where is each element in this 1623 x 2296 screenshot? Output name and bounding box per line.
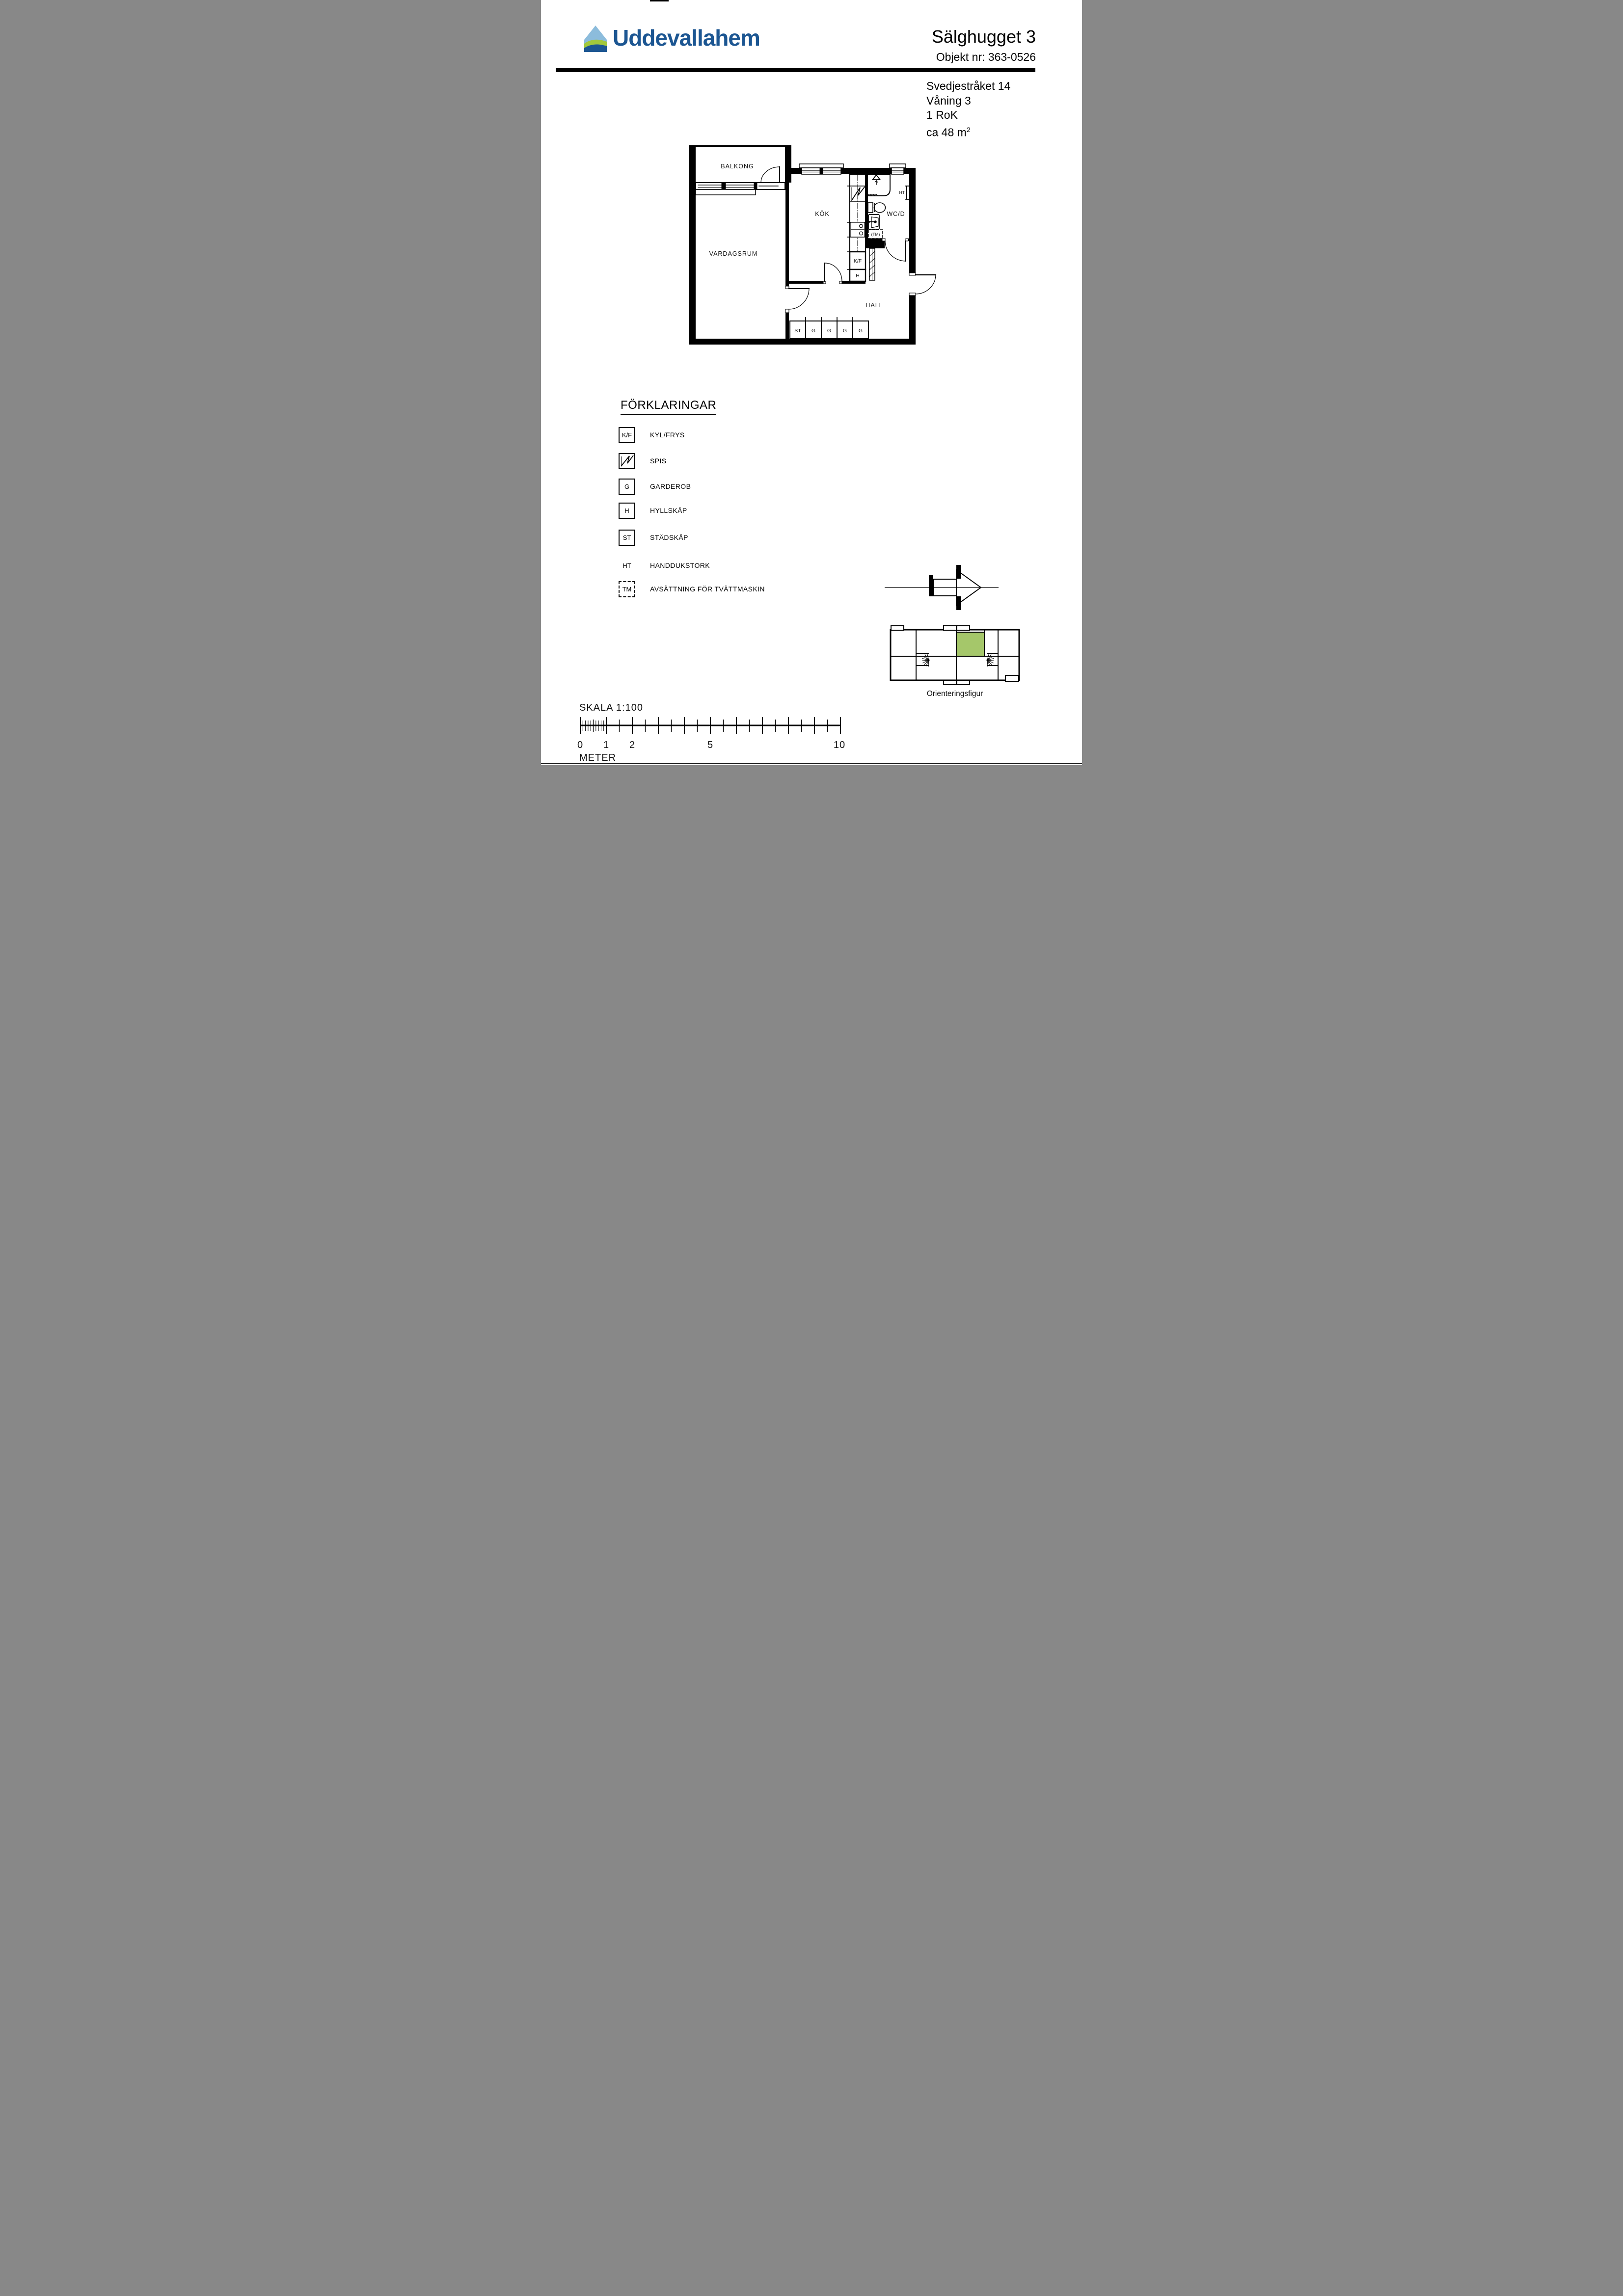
livingroom-door xyxy=(785,286,809,313)
wardrobe-g-label: G xyxy=(842,328,847,334)
kitchen-door xyxy=(823,263,842,284)
balcony-window-band xyxy=(696,183,785,195)
legend-heading: FÖRKLARINGAR xyxy=(621,399,716,415)
orientation-caption: Orienteringsfigur xyxy=(926,690,983,698)
north-arrow-icon xyxy=(885,565,999,610)
st-box-icon: ST xyxy=(619,530,635,546)
kitchen-counter xyxy=(847,174,866,281)
stair-icon xyxy=(922,654,930,667)
stair-icon xyxy=(986,654,994,667)
highlighted-apartment xyxy=(956,632,984,656)
coat-rack-icon xyxy=(869,248,875,280)
building-outline xyxy=(891,626,1019,685)
scale-number: 2 xyxy=(629,740,636,750)
page-bottom-rule xyxy=(541,763,1082,764)
vardagsrum-label: VARDAGSRUM xyxy=(709,250,758,257)
balcony-door xyxy=(761,167,780,183)
kf-label: K/F xyxy=(853,258,862,264)
ht-symbol: HT xyxy=(622,562,631,569)
floor-line: Våning 3 xyxy=(926,94,971,107)
kf-box-icon: K/F xyxy=(619,427,635,443)
h-box-icon: H xyxy=(619,503,635,519)
interior-walls xyxy=(785,168,909,339)
sink-unit-icon xyxy=(851,222,865,237)
wardrobe-g-label: G xyxy=(811,328,816,334)
balkong-label: BALKONG xyxy=(721,163,754,170)
scale-number: 0 xyxy=(577,740,584,750)
scale-number: 5 xyxy=(707,740,714,750)
object-number: Objekt nr: 363-0526 xyxy=(936,50,1036,63)
wc-door xyxy=(882,239,908,261)
area-line: ca 48 $m^2$ xyxy=(926,125,971,139)
address-line: Svedjestråket 14 xyxy=(926,80,1011,92)
scale-bar xyxy=(577,702,845,763)
ht-label: HT xyxy=(899,190,905,195)
floorplan-drawing xyxy=(541,0,1082,765)
wcd-label: WC/D xyxy=(887,211,905,217)
scale-unit: METER xyxy=(579,752,616,763)
scale-title: SKALA 1:100 xyxy=(579,702,643,713)
kok-label: KÖK xyxy=(815,211,830,217)
wc-fixtures xyxy=(868,175,911,239)
washbasin-icon xyxy=(868,214,879,229)
apartment-plan xyxy=(689,145,936,345)
rooms-line: 1 RoK xyxy=(926,108,958,121)
scale-number: 10 xyxy=(833,740,846,750)
wardrobe-st-label: ST xyxy=(794,328,801,334)
kitchen-window xyxy=(799,164,843,174)
scale-number: 1 xyxy=(603,740,610,750)
wc-window xyxy=(890,164,906,174)
tm-label: (TM) xyxy=(871,232,880,237)
towel-rail-icon xyxy=(906,186,911,199)
h-label: H xyxy=(856,273,860,279)
entrance-door xyxy=(909,273,936,295)
wardrobe-g-label: G xyxy=(827,328,832,334)
orientation-figure xyxy=(885,565,1019,698)
tm-box-icon: TM xyxy=(619,581,635,597)
brand-name: Uddevallahem xyxy=(613,25,760,51)
g-box-icon: G xyxy=(619,479,635,495)
floorplan-document-page: Uddevallahem Sälghugget 3 Objekt nr: 363-0526 Svedjestråket 14 Våning 3 1 RoK ca 48 $m^2$ BALKONG VARDAGSRUM KÖK WC/D HALL K/F H HT (TM) ST G G G G Orienteringsfigur SKALA 1:100 0 1 2 5 10 METER FÖRKLARINGAR K/F KYL/FRYS SPIS G GARDEROB H HYLLSKÅP ST STÄDSKÅP HT HANDDUKSTORK TM AVSÄTTNING FÖR TVÄTTMASKIN xyxy=(541,0,1082,765)
wardrobe-g-label: G xyxy=(858,328,863,334)
hall-label: HALL xyxy=(866,302,883,309)
spis-icon xyxy=(619,453,635,469)
page-title: Sälghugget 3 xyxy=(931,27,1036,47)
shower-drain-icon xyxy=(873,175,880,185)
toilet-icon xyxy=(868,203,886,213)
